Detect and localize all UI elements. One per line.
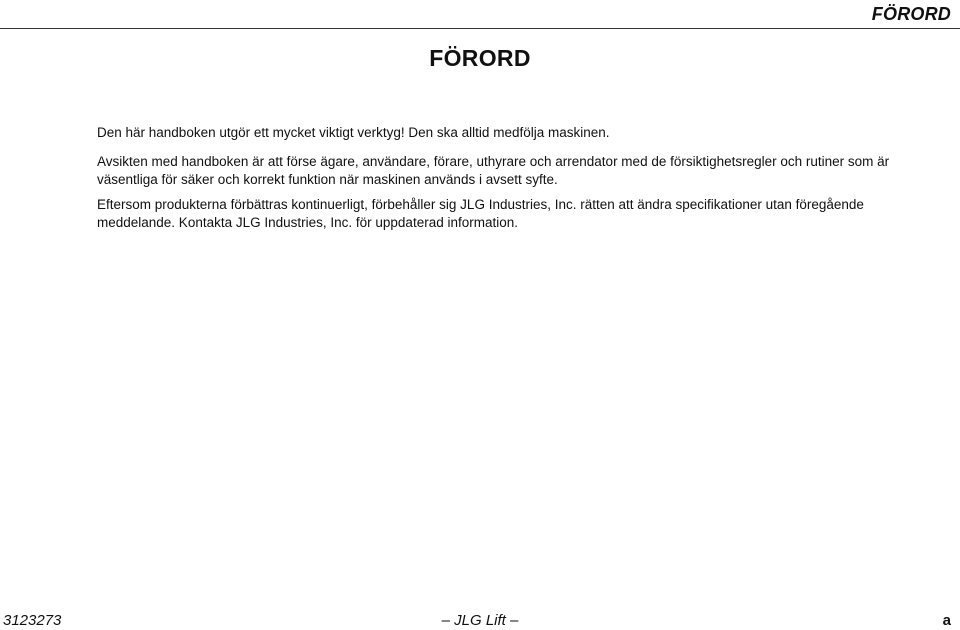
paragraph-specifications: Eftersom produkterna förbättras kontinuerligt, förbehåller sig JLG Industries, Inc. rätten att ändra specifikationer utan föregående meddelande. Kontakta JLG Industries, Inc. för uppdaterad information. [97,197,864,230]
footer-brand: – JLG Lift – [441,612,519,629]
running-header-title: FÖRORD [871,4,951,24]
paragraph-purpose: Avsikten med handboken är att förse ägare, användare, förare, uthyrare och arrendator med de försiktighetsregler och rutiner som är väsentliga för säker och korrekt funktion när maskinen används i avsett syfte. [97,154,890,187]
page-label: a [942,612,951,629]
paragraph-intro: Den här handboken utgör ett mycket viktigt verktyg! Den ska alltid medfölja maskinen. [97,125,610,140]
header-divider [0,28,960,29]
page-title: FÖRORD [429,45,531,71]
document-number: 3123273 [3,612,62,629]
page-footer [0,612,960,630]
body-text [97,124,917,239]
